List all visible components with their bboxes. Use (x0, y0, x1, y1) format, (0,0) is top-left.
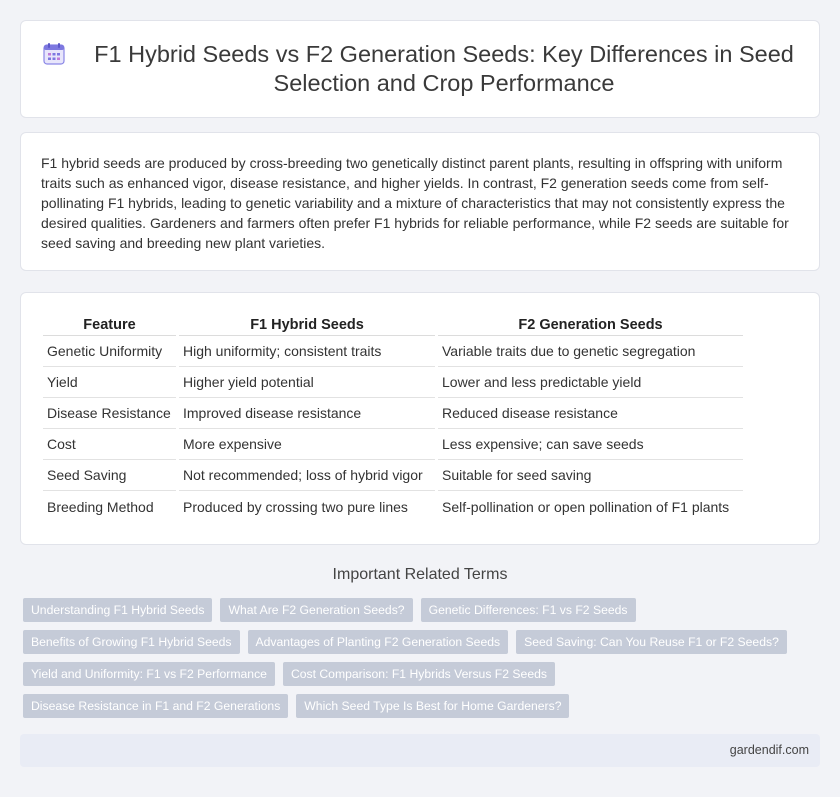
page-title: F1 Hybrid Seeds vs F2 Generation Seeds: Key Differences in Seed Selection and Crop Performance (94, 41, 794, 96)
intro-card (20, 132, 820, 271)
cell-feature: Yield (43, 367, 176, 398)
related-tag[interactable]: Benefits of Growing F1 Hybrid Seeds (23, 630, 240, 654)
related-tag[interactable]: What Are F2 Generation Seeds? (220, 598, 412, 622)
cell-feature: Cost (43, 429, 176, 460)
table-row (43, 336, 743, 367)
cell-f1: Not recommended; loss of hybrid vigor (179, 460, 435, 491)
related-tag[interactable]: Yield and Uniformity: F1 vs F2 Performance (23, 662, 275, 686)
related-tag[interactable]: Disease Resistance in F1 and F2 Generations (23, 694, 288, 718)
cell-f2: Suitable for seed saving (438, 460, 743, 491)
table-row (43, 460, 743, 491)
related-terms-list (23, 598, 823, 718)
table-row (43, 429, 743, 460)
calendar-icon (41, 41, 67, 67)
cell-f1: Improved disease resistance (179, 398, 435, 429)
cell-f2: Reduced disease resistance (438, 398, 743, 429)
footer-site-link[interactable]: gardendif.com (729, 743, 809, 757)
cell-f2: Variable traits due to genetic segregation (438, 336, 743, 367)
table-row (43, 367, 743, 398)
cell-feature: Seed Saving (43, 460, 176, 491)
comparison-card (20, 292, 820, 545)
cell-feature: Breeding Method (47, 498, 154, 515)
table-row (43, 398, 743, 429)
table-row (43, 491, 743, 522)
cell-feature: Genetic Uniformity (43, 336, 176, 367)
cell-f1: Produced by crossing two pure lines (183, 498, 408, 515)
table-header-row (43, 313, 743, 336)
cell-f1: Higher yield potential (179, 367, 435, 398)
cell-f2: Lower and less predictable yield (438, 367, 743, 398)
related-tag[interactable]: Cost Comparison: F1 Hybrids Versus F2 Seeds (283, 662, 555, 686)
cell-f1: High uniformity; consistent traits (179, 336, 435, 367)
footer (20, 734, 820, 767)
header-feature: Feature (43, 313, 176, 336)
related-terms-heading: Important Related Terms (332, 566, 508, 583)
header-f1: F1 Hybrid Seeds (179, 313, 435, 336)
related-tag[interactable]: Which Seed Type Is Best for Home Gardeners? (296, 694, 569, 718)
related-tag[interactable]: Advantages of Planting F2 Generation Seeds (248, 630, 509, 654)
cell-f2: Self-pollination or open pollination of F1 plants (442, 498, 730, 515)
intro-paragraph: F1 hybrid seeds are produced by cross-breeding two genetically distinct parent plants, resulting in offspring with uniform traits such as enhanced vigor, disease resistance, and higher yields. In contrast, F2 generation seeds come from self-pollinating F1 hybrids, leading to genetic variability and a mixture of characteristics that may not consistently express the desired qualities. Gardeners and farmers often prefer F1 hybrids for reliable performance, while F2 seeds are suitable for seed saving and breeding new plant varieties. (41, 155, 789, 251)
comparison-table (40, 313, 746, 522)
cell-feature: Disease Resistance (43, 398, 176, 429)
header-f2: F2 Generation Seeds (438, 313, 743, 336)
header-card (20, 20, 820, 118)
cell-f1: More expensive (179, 429, 435, 460)
related-tag[interactable]: Genetic Differences: F1 vs F2 Seeds (421, 598, 636, 622)
related-tag[interactable]: Seed Saving: Can You Reuse F1 or F2 Seeds? (516, 630, 787, 654)
cell-f2: Less expensive; can save seeds (438, 429, 743, 460)
related-tag[interactable]: Understanding F1 Hybrid Seeds (23, 598, 212, 622)
